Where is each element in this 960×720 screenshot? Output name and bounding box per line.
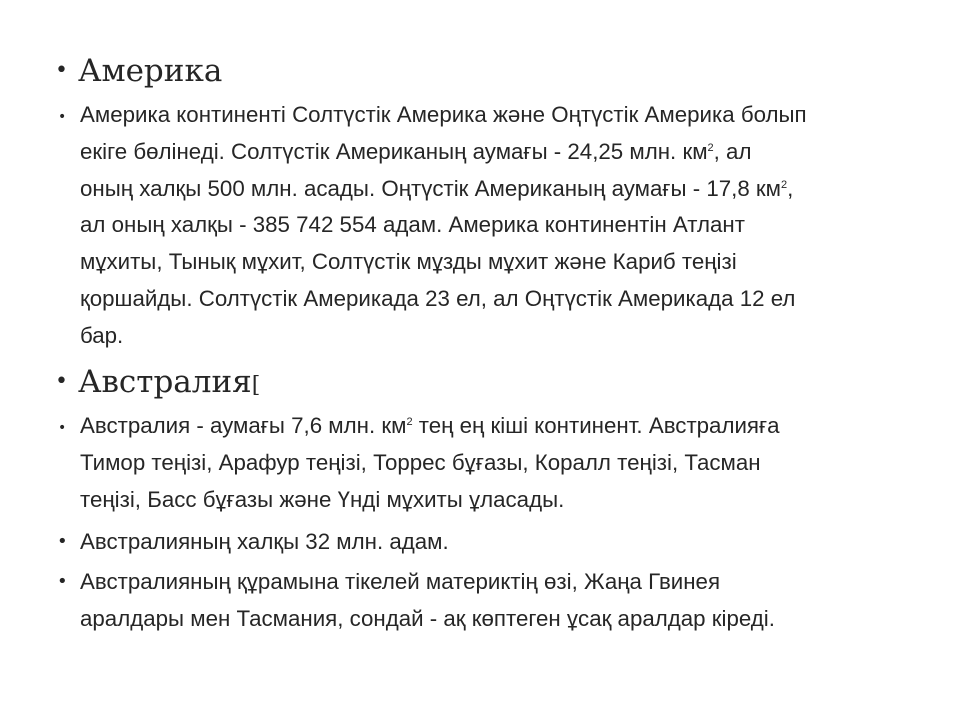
superscript: 2	[781, 178, 788, 191]
australia-paragraph-3	[80, 564, 910, 638]
text-line: теңізі, Басс бұғазы және Үнді мұхиты ұласады.	[80, 486, 565, 512]
australia-paragraph-1	[80, 408, 910, 518]
heading-australia-text: Австралия	[78, 364, 252, 400]
text-line: қоршайды. Солтүстік Америкада 23 ел, ал Оңтүстік Америкада 12 ел	[80, 285, 796, 311]
america-paragraph	[80, 97, 910, 355]
text-line: Австралия - аумағы 7,6 млн. $км^2$ тең ең кіші континент. Австралияға	[80, 413, 780, 438]
text-line: Австралияның халқы 32 млн. адам.	[80, 529, 449, 554]
superscript: 2	[707, 141, 714, 154]
text-line: мұхиты, Тынық мұхит, Солтүстік мұзды мұхит және Кариб теңізі	[80, 249, 737, 275]
bullet: •	[58, 109, 67, 125]
bullet: •	[57, 531, 68, 552]
bullet: •	[55, 369, 68, 394]
bullet: •	[57, 571, 68, 592]
text-line: Австралияның құрамына тікелей материктің өзі, Жаңа Гвинея	[80, 569, 721, 594]
heading-america: Америка	[78, 53, 223, 89]
heading-australia-suffix: [	[251, 373, 261, 398]
text-line: оның халқы 500 млн. асады. Оңтүстік Американың аумағы - 17,8 $км^2$,	[80, 175, 794, 201]
text-line: бар.	[80, 322, 124, 348]
text-line: аралдары мен Тасмания, сондай - ақ көптеген ұсақ аралдар кіреді.	[80, 605, 775, 631]
heading-australia	[78, 363, 260, 405]
australia-paragraph-2	[80, 524, 910, 561]
text-line: ал оның халқы - 385 742 554 адам. Америка континентін Атлант	[80, 212, 745, 238]
text-line: Тимор теңізі, Арафур теңізі, Торрес бұғазы, Коралл теңізі, Тасман	[80, 449, 761, 475]
text-line: Америка континенті Солтүстік Америка және Оңтүстік Америка болып	[80, 102, 807, 127]
text-line: екіге бөлінеді. Солтүстік Американың аумағы - 24,25 млн. $км^2$, ал	[80, 138, 752, 164]
bullet: •	[55, 58, 68, 83]
bullet: •	[58, 420, 67, 436]
superscript: 2	[406, 415, 413, 428]
